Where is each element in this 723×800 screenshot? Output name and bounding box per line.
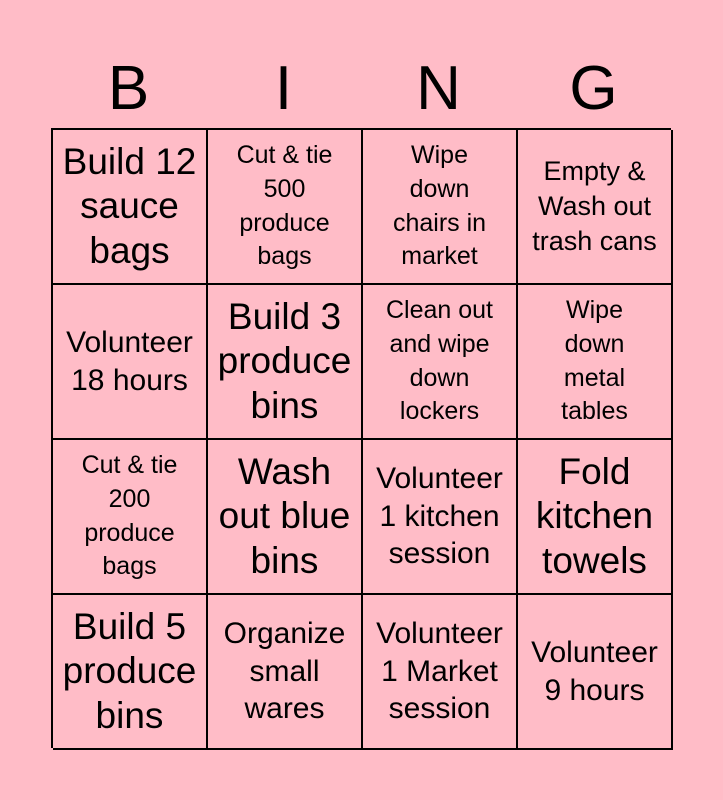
bingo-cell-r3c4[interactable]	[518, 440, 673, 595]
bingo-cell-r1c1[interactable]	[53, 130, 208, 285]
bingo-cell-r3c1[interactable]	[53, 440, 208, 595]
header-letter-b: B	[107, 54, 150, 123]
cell-text: Build 5 produce bins	[62, 605, 197, 736]
bingo-cell-r4c2[interactable]	[208, 595, 363, 750]
bingo-cell-r2c4[interactable]	[518, 285, 673, 440]
cell-text: Cut & tie 200 produce bags	[81, 451, 178, 581]
cell-text: Cut & tie 500 produce bags	[236, 141, 333, 271]
bingo-cell-r3c2[interactable]	[208, 440, 363, 595]
bingo-cell-r1c3[interactable]	[363, 130, 518, 285]
header-letter-g: G	[569, 54, 618, 123]
cell-text: Fold kitchen towels	[535, 450, 654, 581]
header-letter-n: N	[416, 54, 461, 123]
bingo-cell-r4c3[interactable]	[363, 595, 518, 750]
cell-text: Empty & Wash out trash cans	[532, 155, 657, 257]
bingo-cell-r2c1[interactable]	[53, 285, 208, 440]
bingo-cell-r4c4[interactable]	[518, 595, 673, 750]
cell-text: Wipe down chairs in market	[392, 141, 487, 271]
cell-text: Wipe down metal tables	[561, 296, 628, 426]
cell-text: Build 3 produce bins	[217, 295, 352, 426]
bingo-grid	[51, 128, 671, 748]
bingo-cell-r3c3[interactable]	[363, 440, 518, 595]
cell-text: Organize small wares	[223, 616, 346, 726]
cell-text: Volunteer 1 kitchen session	[376, 461, 503, 571]
bingo-cell-r4c1[interactable]	[53, 595, 208, 750]
bingo-cell-r2c3[interactable]	[363, 285, 518, 440]
bingo-cell-r1c2[interactable]	[208, 130, 363, 285]
cell-text: Wash out blue bins	[218, 450, 351, 581]
header-letter-i: I	[274, 54, 293, 123]
bingo-cell-r2c2[interactable]	[208, 285, 363, 440]
cell-text: Clean out and wipe down lockers	[385, 296, 494, 426]
cell-text: Volunteer 18 hours	[66, 325, 193, 397]
cell-text: Volunteer 9 hours	[531, 635, 658, 707]
cell-text: Volunteer 1 Market session	[376, 616, 503, 726]
bingo-header	[51, 50, 671, 128]
bingo-cell-r1c4[interactable]	[518, 130, 673, 285]
cell-text: Build 12 sauce bags	[62, 140, 197, 271]
